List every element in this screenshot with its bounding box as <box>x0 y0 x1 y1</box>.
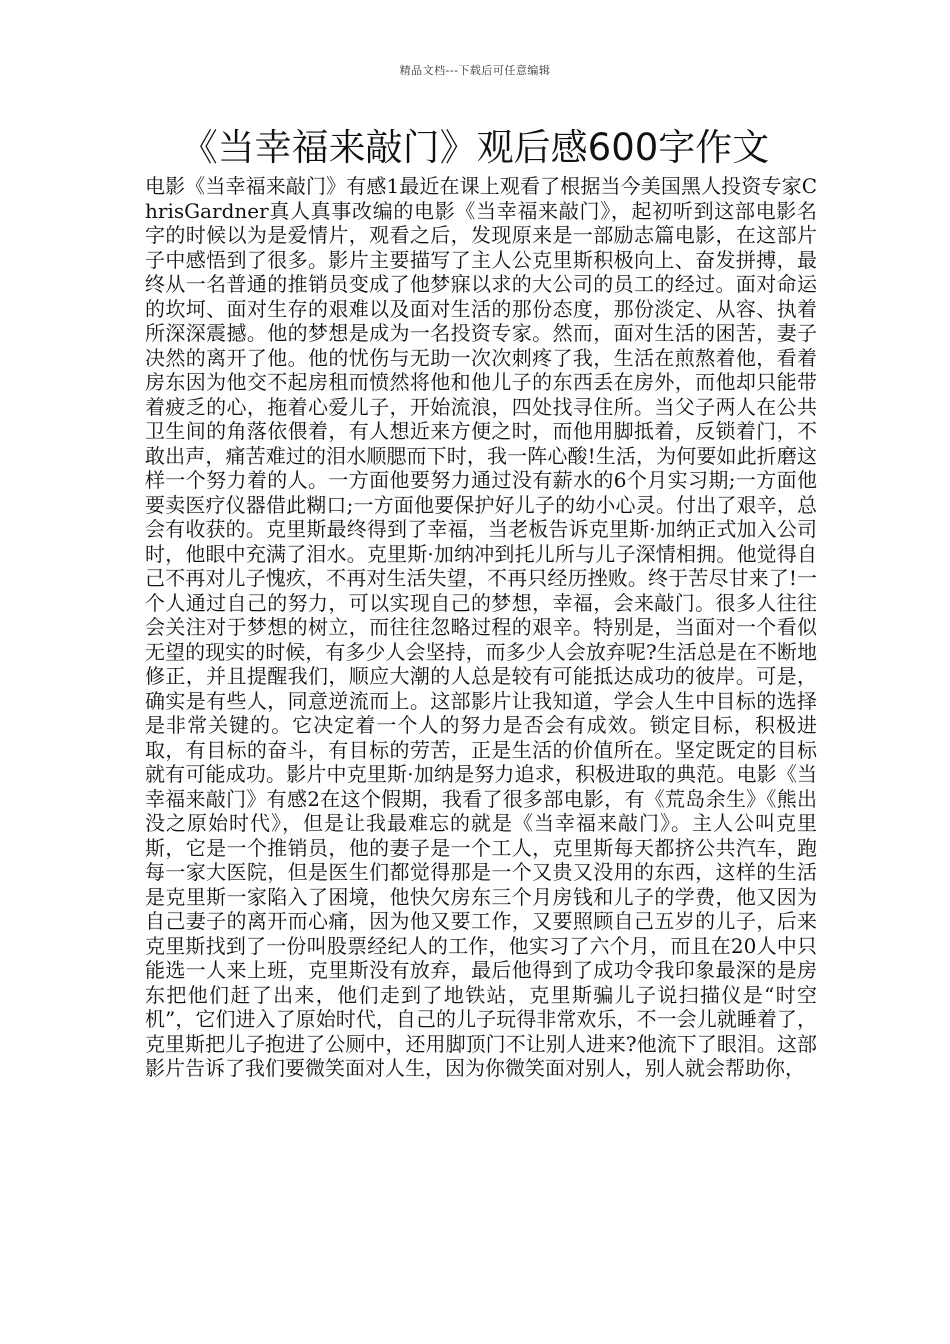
document-body-text: 电影《当幸福来敲门》有感1最近在课上观看了根据当今美国黑人投资专家ChrisGardner真人真事改编的电影《当幸福来敲门》，起初听到这部电影名字的时候以为是爱情片，观看之后，发现原来是一部励志篇电影，在这部片子中感悟到了很多。影片主要描写了主人公克里斯积极向上、奋发拼搏，最终从一名普通的推销员变成了他梦寐以求的大公司的员工的经过。面对命运的坎坷、面对生存的艰难以及面对生活的那份态度，那份淡定、从容、执着所深深震撼。他的梦想是成为一名投资专家。然而，面对生活的困苦，妻子决然的离开了他。他的忧伤与无助一次次刺疼了我，生活在煎熬着他，看着房东因为他交不起房租而愤然将他和他儿子的东西丢在房外，而他却只能带着疲乏的心，拖着心爱儿子，开始流浪，四处找寻住所。当父子两人在公共卫生间的角落依偎着，有人想近来方便之时，而他用脚抵着，反锁着门，不敢出声，痛苦难过的泪水顺腮而下时，我一阵心酸!生活，为何要如此折磨这样一个努力着的人。一方面他要努力通过没有薪水的6个月实习期;一方面他要卖医疗仪器借此糊口;一方面他要保护好儿子的幼小心灵。付出了艰辛，总会有收获的。克里斯最终得到了幸福，当老板告诉克里斯·加纳正式加入公司时，他眼中充满了泪水。克里斯·加纳冲到托儿所与儿子深情相拥。他觉得自己不再对儿子愧疚，不再对生活失望，不再只经历挫败。终于苦尽甘来了!一个人通过自己的努力，可以实现自己的梦想，幸福，会来敲门。很多人往往会关注对于梦想的树立，而往往忽略过程的艰辛。特别是，当面对一个看似无望的现实的时候，有多少人会坚持，而多少人会放弃呢?生活总是在不断地修正，并且提醒我们，顺应大潮的人总是较有可能抵达成功的彼岸。可是，确实是有些人，同意逆流而上。这部影片让我知道，学会人生中目标的选择是非常关键的。它决定着一个人的努力是否会有成效。锁定目标，积极进取，有目标的奋斗，有目标的劳苦，正是生活的价值所在。坚定既定的目标就有可能成功。影片中克里斯·加纳是努力追求，积极进取的典范。电影《当幸福来敲门》有感2在这个假期，我看了很多部电影，有《荒岛余生》《熊出没之原始时代》，但是让我最难忘的就是《当幸福来敲门》。主人公叫克里斯，它是一个推销员，他的妻子是一个工人，克里斯每天都挤公共汽车，跑每一家大医院，但是医生们都觉得那是一个又贵又没用的东西，这样的生活是克里斯一家陷入了困境，他快欠房东三个月房钱和儿子的学费，他又因为自己妻子的离开而心痛，因为他又要工作，又要照顾自己五岁的儿子，后来克里斯找到了一份叫股票经纪人的工作，他实习了六个月，而且在20人中只能选一人来上班，克里斯没有放弃，最后他得到了成功令我印象最深的是房东把他们赶了出来，他们走到了地铁站，克里斯骗儿子说扫描仪是“时空机”，它们进入了原始时代，自己的儿子玩得非常欢乐，不一会儿就睡着了，克里斯把儿子抱进了公厕中，还用脚顶门不让别人进来?他流下了眼泪。这部影片告诉了我们要微笑面对人生，因为你微笑面对别人，别人就会帮助你， <box>145 174 817 1080</box>
page-header-note: 精品文档---下载后可任意编辑 <box>399 64 551 77</box>
document-title: 《当幸福来敲门》观后感600字作文 <box>180 126 770 169</box>
